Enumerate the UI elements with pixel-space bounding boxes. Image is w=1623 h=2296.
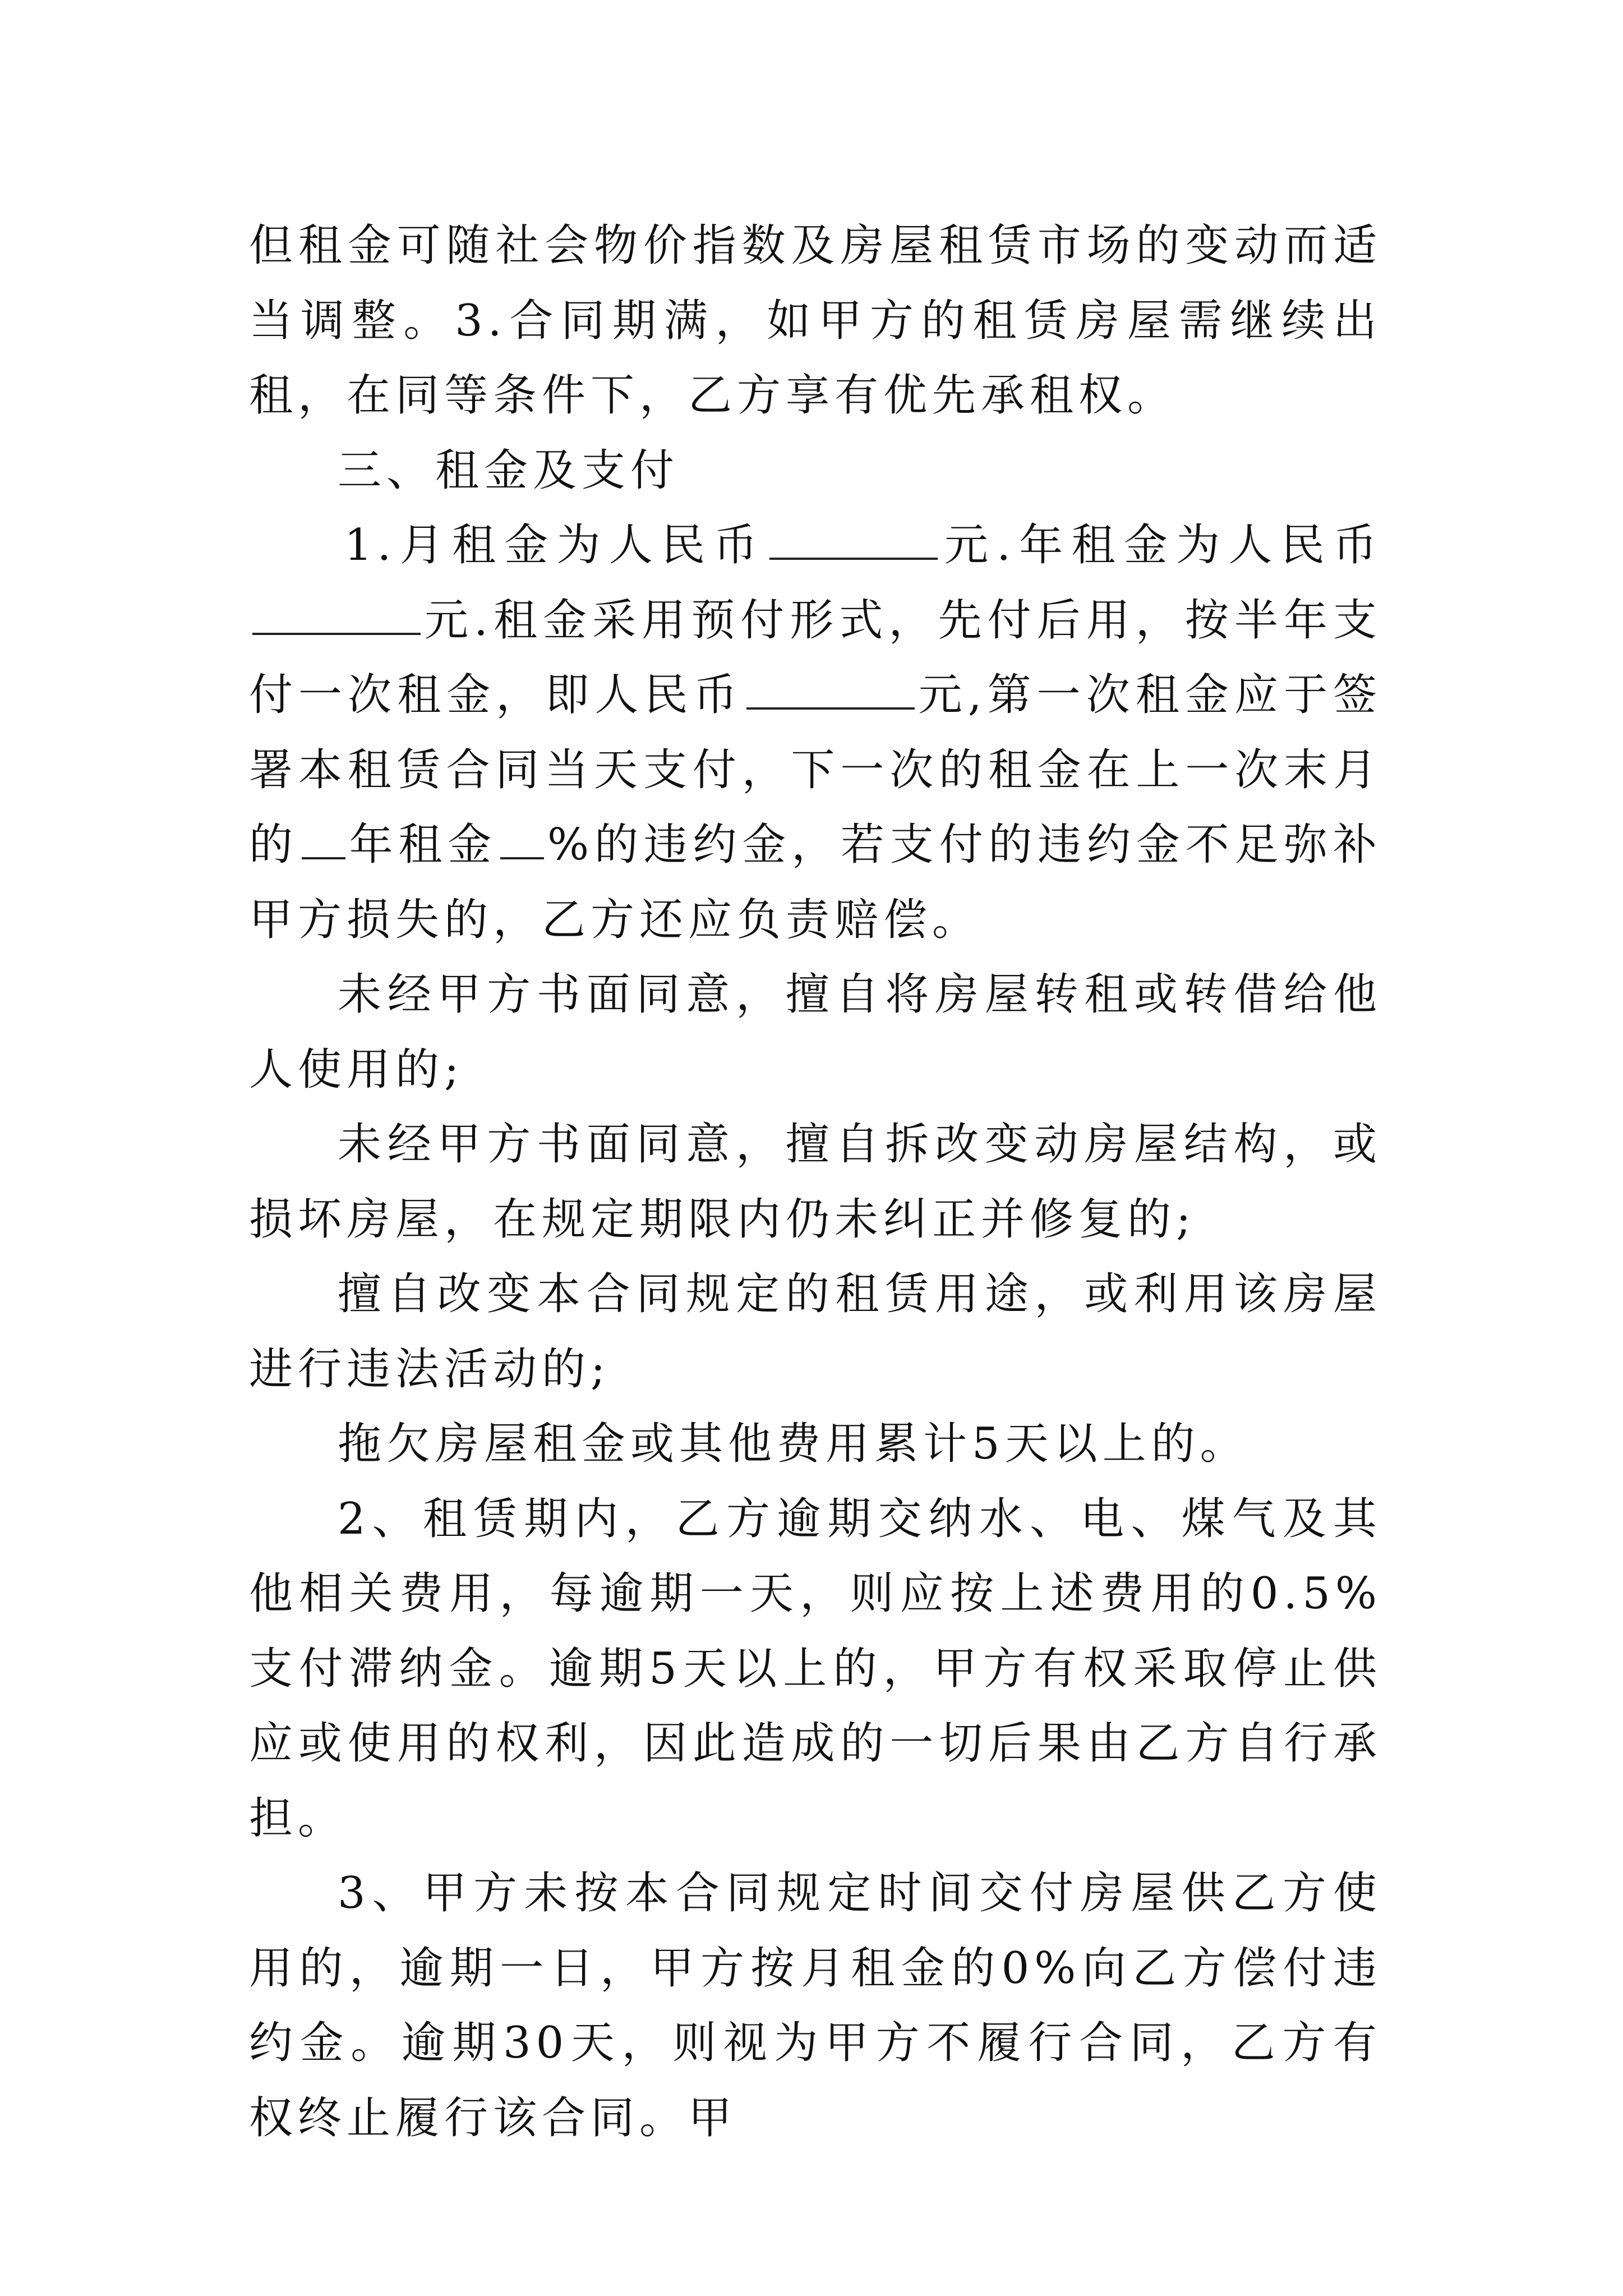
rent-text-a: 1.月租金为人民币 <box>344 520 766 570</box>
percent-blank <box>500 818 544 859</box>
paragraph-illegal-use: 擅自改变本合同规定的租赁用途，或利用该房屋进行违法活动的; <box>249 1269 1382 1395</box>
document-body <box>249 209 1382 2156</box>
paragraph-rent-amount <box>249 508 1382 958</box>
rent-text-c: 元.租金采用预付形式，先付后用，按半年支付一次租金，即人民币 <box>249 595 1382 720</box>
monthly-rent-blank <box>769 518 938 560</box>
paragraph-delivery-delay: 3、甲方未按本合同规定时间交付房屋供乙方使用的，逾期一日，甲方按月租金的0%向乙方偿付违约金。逾期30天，则视为甲方不履行合同，乙方有权终止履行该合同。甲 <box>249 1868 1382 2143</box>
rent-text-d: 元,第一次租金应于签署本租赁合同当天支付，下一次的租金在上一次末月的 <box>249 670 1382 870</box>
paragraph-sublet: 未经甲方书面同意，擅自将房屋转租或转借给他人使用的; <box>249 969 1382 1095</box>
paragraph-arrears: 拖欠房屋租金或其他费用累计5天以上的。 <box>338 1419 1249 1469</box>
paragraph-rent-adjustment: 但租金可随社会物价指数及房屋租赁市场的变动而适当调整。3.合同期满，如甲方的租赁房屋需继续出租，在同等条件下，乙方享有优先承租权。 <box>249 220 1382 421</box>
half-year-rent-blank <box>746 668 915 710</box>
month-blank <box>302 818 345 859</box>
rent-text-b: 元.年租金为人民币 <box>940 520 1382 570</box>
yearly-rent-blank <box>252 593 421 635</box>
paragraph-late-fees: 2、租赁期内，乙方逾期交纳水、电、煤气及其他相关费用，每逾期一天，则应按上述费用的0.5%支付滞纳金。逾期5天以上的，甲方有权采取停止供应或使用的权利，因此造成的一切后果由乙方自行承担。 <box>249 1493 1382 1844</box>
paragraph-structure-change: 未经甲方书面同意，擅自拆改变动房屋结构，或损坏房屋，在规定期限内仍未纠正并修复的; <box>249 1119 1382 1245</box>
rent-text-e: 年租金 <box>348 820 497 870</box>
section-heading-rent-payment: 三、租金及支付 <box>338 445 680 496</box>
rent-text-f: %的违约金，若支付的违约金不足弥补甲方损失的，乙方还应负责赔偿。 <box>249 820 1382 945</box>
